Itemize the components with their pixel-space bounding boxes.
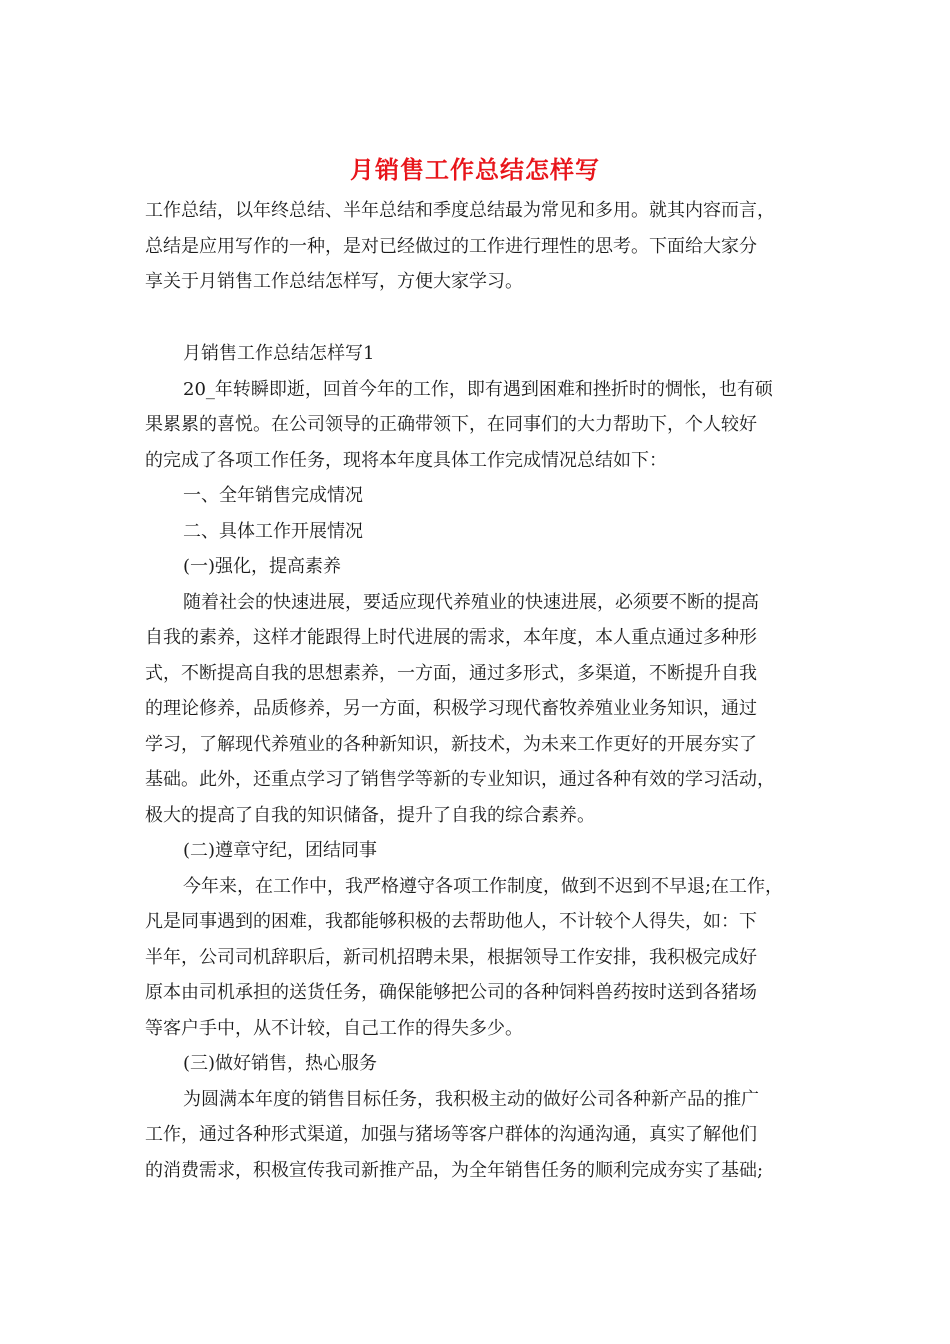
intro-line: 总结是应用写作的一种，是对已经做过的工作进行理性的思考。下面给大家分 <box>145 235 757 257</box>
intro-line: 享关于月销售工作总结怎样写，方便大家学习。 <box>145 271 523 292</box>
body-line: 原本由司机承担的送货任务，确保能够把公司的各种饲料兽药按时送到各猪场 <box>145 982 757 1003</box>
body-line: 果累累的喜悦。在公司领导的正确带领下，在同事们的大力帮助下，个人较好 <box>145 414 757 435</box>
body-line: 工作，通过各种形式渠道，加强与猪场等客户群体的沟通沟通，真实了解他们 <box>145 1124 757 1145</box>
document-title: 月销售工作总结怎样写 <box>350 156 600 184</box>
body-line: 等客户手中，从不计较，自己工作的得失多少。 <box>145 1017 523 1039</box>
body-lines <box>145 372 815 1189</box>
body-line: 极大的提高了自我的知识储备，提升了自我的综合素养。 <box>145 804 595 826</box>
section-body <box>145 336 815 1188</box>
body-line: (二)遵章守纪，团结同事 <box>183 840 378 861</box>
body-line: 式，不断提高自我的思想素养，一方面，通过多形式，多渠道，不断提升自我 <box>145 662 757 684</box>
body-line: 二、具体工作开展情况 <box>183 520 363 542</box>
intro-line: 工作总结，以年终总结、半年总结和季度总结最为常见和多用。就其内容而言， <box>145 200 775 221</box>
body-line: 的理论修养，品质修养，另一方面，积极学习现代畜牧养殖业业务知识，通过 <box>145 698 757 719</box>
body-line: 今年来，在工作中，我严格遵守各项工作制度，做到不迟到不早退;在工作， <box>183 875 784 897</box>
body-line: 基础。此外，还重点学习了销售学等新的专业知识，通过各种有效的学习活动， <box>145 769 775 790</box>
body-line: 半年，公司司机辞职后，新司机招聘未果，根据领导工作安排，我积极完成好 <box>145 946 757 968</box>
body-line: (三)做好销售，热心服务 <box>183 1053 378 1074</box>
body-line: 为圆满本年度的销售目标任务，我积极主动的做好公司各种新产品的推广 <box>183 1088 759 1110</box>
section-heading: 月销售工作总结怎样写1 <box>183 343 375 364</box>
body-line: 自我的素养，这样才能跟得上时代进展的需求，本年度，本人重点通过多种形 <box>145 627 757 648</box>
body-line: 的消费需求，积极宣传我司新推产品，为全年销售任务的顺利完成夯实了基础; <box>145 1159 764 1181</box>
body-line: 的完成了各项工作任务，现将本年度具体工作完成情况总结如下： <box>145 449 667 471</box>
body-line: 凡是同事遇到的困难，我都能够积极的去帮助他人，不计较个人得失，如：下 <box>145 911 757 932</box>
intro-paragraph <box>145 193 815 300</box>
body-line: 20_年转瞬即逝，回首今年的工作，即有遇到困难和挫折时的惆怅，也有硕 <box>183 378 773 400</box>
body-line: 随着社会的快速进展，要适应现代养殖业的快速进展，必须要不断的提高 <box>183 591 759 613</box>
body-line: (一)强化，提高素养 <box>183 556 342 577</box>
body-line: 学习，了解现代养殖业的各种新知识，新技术，为未来工作更好的开展夯实了 <box>145 733 757 755</box>
body-line: 一、全年销售完成情况 <box>183 485 363 506</box>
